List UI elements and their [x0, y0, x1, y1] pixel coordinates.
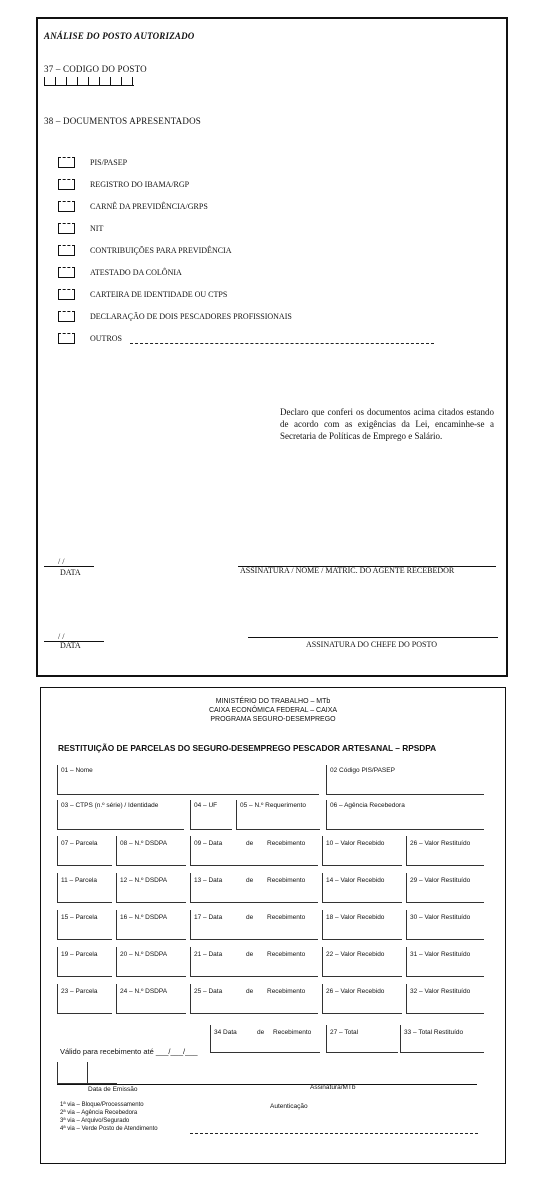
installment-field[interactable]: [57, 836, 112, 866]
chief-signature-label: ASSINATURA DO CHEFE DO POSTO: [306, 640, 437, 649]
receipt-label: Recebimento: [267, 877, 306, 884]
received-value-label: 22 – Valor Recebido: [326, 951, 385, 958]
pis-label: 02 Código PIS/PASEP: [330, 767, 395, 774]
de-label: de: [246, 840, 254, 847]
date-label: 25 – Data: [194, 988, 223, 995]
date-label: 09 – Data: [194, 840, 223, 847]
copy-item: 3ª via – Arquivo/Segurado: [60, 1118, 130, 1124]
restituted-value-field[interactable]: [406, 984, 484, 1014]
post-code-label: 37 – CODIGO DO POSTO: [44, 64, 147, 74]
date-mark: / /: [58, 557, 65, 566]
form-header: [40, 697, 506, 724]
uf-field[interactable]: [190, 800, 232, 830]
header-line: CAIXA ECONÔMICA FEDERAL – CAIXA: [208, 707, 338, 714]
date-label-2: DATA: [60, 641, 81, 650]
dsdpa-field[interactable]: [116, 984, 186, 1014]
dsdpa-label: 24 – N.º DSDPA: [120, 988, 168, 995]
doc-checkbox[interactable]: [58, 157, 75, 168]
dsdpa-label: 12 – N.º DSDPA: [120, 877, 168, 884]
restituted-value-field[interactable]: [406, 873, 484, 903]
date-label: 21 – Data: [194, 951, 223, 958]
doc-checkbox[interactable]: [58, 179, 75, 190]
dsdpa-field[interactable]: [116, 910, 186, 940]
doc-label: NIT: [90, 224, 104, 233]
form-title: RESTITUIÇÃO DE PARCELAS DO SEGURO-DESEMPREGO PESCADOR ARTESANAL – RPSDPA: [58, 743, 437, 753]
dsdpa-label: 08 – N.º DSDPA: [120, 840, 168, 847]
uf-label: 04 – UF: [194, 802, 218, 809]
installment-field[interactable]: [57, 873, 112, 903]
doc-checkbox[interactable]: [58, 201, 75, 212]
receipt-label: Recebimento: [267, 951, 306, 958]
doc-label: REGISTRO DO IBAMA/RGP: [90, 180, 190, 189]
emission-line[interactable]: [57, 1084, 477, 1085]
received-value-field[interactable]: [322, 910, 402, 940]
pis-field[interactable]: [326, 765, 484, 795]
installment-label: 07 – Parcela: [61, 840, 98, 847]
documents-label: 38 – DOCUMENTOS APRESENTADOS: [44, 116, 201, 126]
installment-row: [0, 984, 533, 1018]
installment-label: 23 – Parcela: [61, 988, 98, 995]
restituted-value-label: 30 – Valor Restituído: [410, 914, 471, 921]
emission-date-box-2[interactable]: [87, 1062, 117, 1084]
received-value-label: 10 – Valor Recebido: [326, 840, 385, 847]
installment-row: [0, 836, 533, 870]
analysis-title: ANÁLISE DO POSTO AUTORIZADO: [44, 31, 195, 41]
header-line: MINISTÉRIO DO TRABALHO – MTb: [215, 698, 331, 705]
date-label: 13 – Data: [194, 877, 223, 884]
doc-checkbox[interactable]: [58, 267, 75, 278]
dsdpa-label: 20 – N.º DSDPA: [120, 951, 168, 958]
emission-label: Data de Emissão: [88, 1086, 138, 1093]
ctps-label: 03 – CTPS (n.º série) / Identidade: [61, 802, 159, 809]
doc-checkbox[interactable]: [58, 245, 75, 256]
emission-date-box[interactable]: [57, 1062, 87, 1084]
ctps-field[interactable]: [57, 800, 184, 830]
declaration-text: Declaro que conferi os documentos acima citados estando de acordo com as exigências da Lei, encaminhe-se a Secretaria de Políticas de Emprego e Salário.: [280, 407, 494, 441]
installment-label: 11 – Parcela: [61, 877, 98, 884]
installment-row: [0, 947, 533, 981]
agent-signature-label: ASSINATURA / NOME / MATRIC. DO AGENTE RECEBEDOR: [240, 566, 455, 575]
received-value-field[interactable]: [322, 947, 402, 977]
received-value-field[interactable]: [322, 836, 402, 866]
request-number-label: 05 – N.º Requerimento: [240, 802, 306, 809]
de-label: de: [246, 988, 254, 995]
installment-row: [0, 910, 533, 944]
post-code-boxes[interactable]: [44, 77, 134, 86]
doc-checkbox[interactable]: [58, 333, 75, 344]
receipt-date-34-field[interactable]: [210, 1025, 320, 1053]
copy-item: 2ª via – Agência Recebedora: [60, 1110, 138, 1116]
receipt-date-field[interactable]: [190, 910, 318, 940]
received-value-field[interactable]: [322, 984, 402, 1014]
request-number-field[interactable]: [236, 800, 320, 830]
installment-label: 15 – Parcela: [61, 914, 98, 921]
doc-checkbox[interactable]: [58, 223, 75, 234]
agency-field[interactable]: [326, 800, 484, 830]
doc-checkbox[interactable]: [58, 289, 75, 300]
de-label: de: [246, 877, 254, 884]
date-label: DATA: [60, 568, 81, 577]
receipt-label: Recebimento: [267, 840, 306, 847]
agency-label: 06 – Agência Recebedora: [330, 802, 405, 809]
dsdpa-field[interactable]: [116, 947, 186, 977]
total-restituted-field[interactable]: [400, 1025, 484, 1053]
restituted-value-label: 26 – Valor Restituído: [410, 840, 471, 847]
mtb-signature-label: Assinatura/MTb: [310, 1084, 356, 1091]
copies-list: [60, 1101, 158, 1133]
receipt-34-label: Recebimento: [273, 1029, 312, 1036]
total-field[interactable]: [326, 1025, 398, 1053]
restituted-value-field[interactable]: [406, 910, 484, 940]
restituted-value-label: 32 – Valor Restituído: [410, 988, 471, 995]
receipt-date-field[interactable]: [190, 947, 318, 977]
receipt-label: Recebimento: [267, 988, 306, 995]
others-line[interactable]: [130, 343, 434, 344]
receipt-date-field[interactable]: [190, 836, 318, 866]
total-label: 27 – Total: [330, 1029, 359, 1036]
doc-label: OUTROS: [90, 334, 123, 343]
doc-label: ATESTADO DA COLÔNIA: [90, 268, 182, 277]
restituted-value-field[interactable]: [406, 947, 484, 977]
de-label: de: [246, 914, 254, 921]
dsdpa-field[interactable]: [116, 873, 186, 903]
doc-label: DECLARAÇÃO DE DOIS PESCADORES PROFISSIONAIS: [90, 312, 292, 321]
authentication-label: Autenticação: [270, 1103, 308, 1110]
chief-signature-line[interactable]: [248, 637, 498, 638]
date-mark-2: / /: [58, 632, 65, 641]
received-value-label: 14 – Valor Recebido: [326, 877, 385, 884]
restituted-value-label: 29 – Valor Restituído: [410, 877, 471, 884]
restituted-value-field[interactable]: [406, 836, 484, 866]
installment-label: 19 – Parcela: [61, 951, 98, 958]
copy-item: 1ª via – Bloque/Processamento: [60, 1102, 144, 1108]
de-label: de: [246, 951, 254, 958]
header-line: PROGRAMA SEGURO-DESEMPREGO: [210, 716, 336, 723]
date-label: 17 – Data: [194, 914, 223, 921]
valid-until-text[interactable]: Válido para recebimento até ___/___/___: [60, 1047, 198, 1056]
installment-row: [0, 873, 533, 907]
doc-label: CARNÊ DA PREVIDÊNCIA/GRPS: [90, 202, 208, 211]
received-value-label: 18 – Valor Recebido: [326, 914, 385, 921]
received-value-field[interactable]: [322, 873, 402, 903]
receipt-date-field[interactable]: [190, 873, 318, 903]
receipt-date-field[interactable]: [190, 984, 318, 1014]
restituted-value-label: 31 – Valor Restituído: [410, 951, 471, 958]
name-label: 01 – Nome: [61, 767, 93, 774]
date-line[interactable]: [44, 566, 94, 567]
dsdpa-label: 16 – N.º DSDPA: [120, 914, 168, 921]
name-field[interactable]: [57, 765, 319, 795]
doc-label: CONTRIBUIÇÕES PARA PREVIDÊNCIA: [90, 246, 232, 255]
received-value-label: 26 – Valor Recebido: [326, 988, 385, 995]
dsdpa-field[interactable]: [116, 836, 186, 866]
total-restituted-label: 33 – Total Restituído: [404, 1029, 464, 1036]
doc-label: CARTEIRA DE IDENTIDADE OU CTPS: [90, 290, 228, 299]
installment-field[interactable]: [57, 984, 112, 1014]
installment-field[interactable]: [57, 910, 112, 940]
authentication-line[interactable]: [190, 1133, 478, 1134]
de-34-label: de: [257, 1029, 265, 1036]
date-34-label: 34 Data: [214, 1029, 237, 1036]
receipt-label: Recebimento: [267, 914, 306, 921]
copy-item: 4ª via – Verde Posto de Atendimento: [60, 1126, 158, 1132]
doc-label: PIS/PASEP: [90, 158, 128, 167]
doc-checkbox[interactable]: [58, 311, 75, 322]
installment-field[interactable]: [57, 947, 112, 977]
